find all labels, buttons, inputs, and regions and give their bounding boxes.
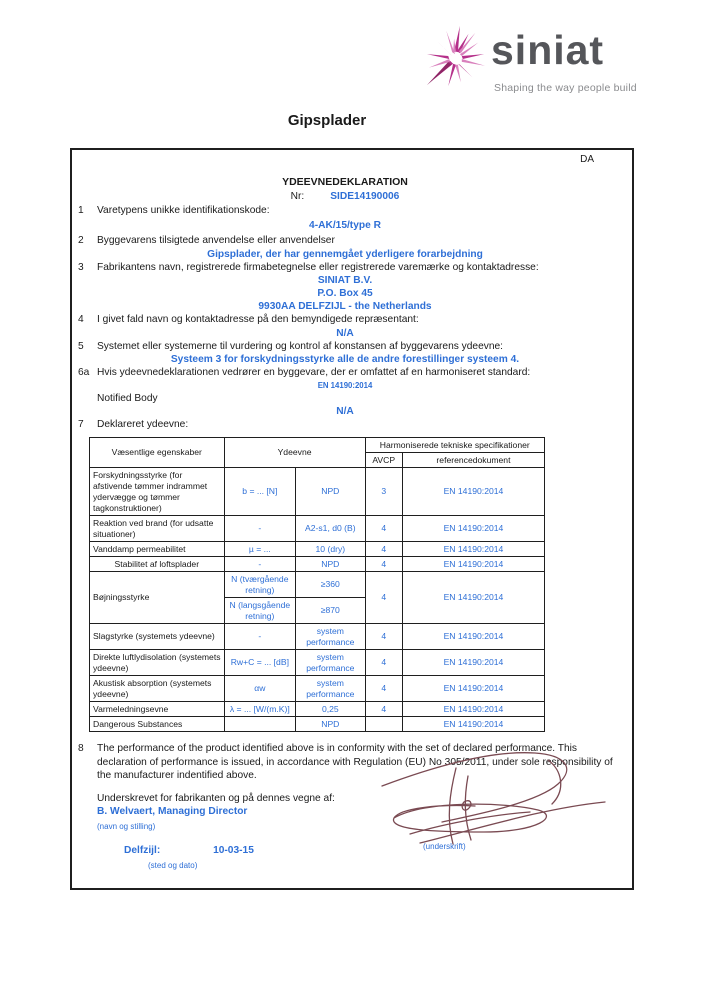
item-7-number: 7 [78,419,84,430]
logo-wordmark: siniat [491,27,605,73]
signature-image [380,746,610,856]
cell-perf-symbol: - [224,624,296,650]
table-row [90,650,545,676]
cell-perf-symbol: µ = ... [224,542,296,557]
item-7 [78,418,626,431]
item-6a-number: 6a [78,367,90,378]
manufacturer-name: SINIAT B.V. [317,275,373,286]
cell-perf-symbol: N (tværgående retning) [224,572,296,598]
declaration-number-row [78,190,612,203]
cell-avcp: 4 [365,572,402,624]
item-4-value: N/A [336,328,354,339]
cell-reference: EN 14190:2014 [402,717,544,732]
cell-property: Varmeledningsevne [90,702,225,717]
table-row [90,542,545,557]
cell-reference: EN 14190:2014 [402,676,544,702]
item-6a-label: Hvis ydeevnedeklarationen vedrører en byggevare, der er omfattet af en harmoniseret standard: [97,367,531,378]
item-2-number: 2 [78,235,84,246]
col-header-performance: Ydeevne [224,438,365,468]
cell-perf-value: A2-s1, d0 (B) [296,516,365,542]
nr-value: SIDE14190006 [330,191,400,202]
item-7-label: Deklareret ydeevne: [97,419,189,430]
cell-avcp: 4 [365,516,402,542]
item-4-number: 4 [78,314,84,325]
cell-perf-symbol: N (langsgående retning) [224,598,296,624]
cell-avcp: 3 [365,468,402,516]
cell-property: Stabilitet af loftsplader [90,557,225,572]
item-8-number: 8 [78,743,84,754]
cell-reference: EN 14190:2014 [402,516,544,542]
item-6a [78,366,626,379]
cell-avcp: 4 [365,650,402,676]
table-row [90,572,545,598]
declaration-box [70,148,634,890]
item-5-number: 5 [78,341,84,352]
cell-reference: EN 14190:2014 [402,468,544,516]
item-4 [78,313,626,326]
cell-reference: EN 14190:2014 [402,542,544,557]
declaration-heading: YDEEVNEDEKLARATION [282,176,408,188]
table-row [90,516,545,542]
cell-perf-symbol: - [224,557,296,572]
cell-property: Dangerous Substances [90,717,225,732]
cell-perf-value: system performance [296,624,365,650]
page-title: Gipsplader [287,112,367,129]
table-row [90,624,545,650]
item-1-value: 4-AK/15/type R [309,220,381,231]
item-2 [78,234,626,247]
item-5-label: Systemet eller systemerne til vurdering og kontrol af konstansen af byggevarens ydeevne: [97,341,504,352]
declared-performance-table [89,437,545,732]
item-1-number: 1 [78,205,84,216]
col-header-reference: referencedokument [402,453,544,468]
item-5-value: Systeem 3 for forskydningsstyrke alle de andre forestillinger systeem 4. [170,354,520,365]
cell-property: Slagstyrke (systemets ydeevne) [90,624,225,650]
cell-property: Akustisk absorption (systemets ydeevne) [90,676,225,702]
cell-reference: EN 14190:2014 [402,702,544,717]
item-4-label: I givet fald navn og kontaktadresse på den bemyndigede repræsentant: [97,314,419,325]
cell-perf-value: NPD [296,468,365,516]
signer-name: B. Welvaert, Managing Director [97,805,248,817]
cell-property: Bøjningsstyrke [90,572,225,624]
logo-tagline: Shaping the way people build [494,82,637,94]
cell-perf-symbol: Rw+C = ... [dB] [224,650,296,676]
table-row [90,557,545,572]
harmonised-standard-value: EN 14190:2014 [317,381,373,390]
notified-body-label: Notified Body [97,393,158,404]
cell-perf-value: system performance [296,676,365,702]
cell-perf-value: ≥870 [296,598,365,624]
item-3-number: 3 [78,262,84,273]
cell-reference: EN 14190:2014 [402,557,544,572]
signing-statement: Underskrevet for fabrikanten og på dennes vegne af: [97,792,335,804]
place-date-caption: (sted og dato) [148,860,198,870]
cell-perf-value: NPD [296,717,365,732]
cell-perf-symbol: αw [224,676,296,702]
cell-perf-value: ≥360 [296,572,365,598]
col-header-avcp: AVCP [365,453,402,468]
manufacturer-address-line2: 9930AA DELFZIJL - the Netherlands [258,301,432,312]
cell-perf-value: NPD [296,557,365,572]
item-8-text: The performance of the product identified above is in conformity with the set of declared performance. This declaration of performance is issued, in accordance with Regulation (EU) No 305/2011, under sole responsibility of the manufacturer indentified above. [97,743,613,781]
table-row [90,468,545,516]
siniat-starburst-icon [425,24,487,90]
cell-avcp: 4 [365,676,402,702]
item-3-label: Fabrikantens navn, registrerede firmabetegnelse eller registrerede varemærke og kontaktadresse: [97,262,539,273]
cell-avcp: 4 [365,557,402,572]
item-1-label: Varetypens unikke identifikationskode: [97,205,270,216]
table-row [90,717,545,732]
cell-perf-symbol: - [224,516,296,542]
cell-avcp: 4 [365,702,402,717]
cell-avcp: 4 [365,542,402,557]
cell-property: Forskydningsstyrke (for afstivende tømmer indrammet ydervægge og tømmer tagkonstruktioner) [90,468,225,516]
col-header-spec-group: Harmoniserede tekniske specifikationer [365,438,544,453]
item-3 [78,261,626,274]
cell-reference: EN 14190:2014 [402,572,544,624]
language-code: DA [580,154,594,165]
date-value: 10-03-15 [213,844,254,856]
notified-body-value: N/A [336,406,354,417]
cell-reference: EN 14190:2014 [402,650,544,676]
item-2-label: Byggevarens tilsigtede anvendelse eller anvendelser [97,235,335,246]
cell-avcp: 4 [365,624,402,650]
table-header-row-1 [90,438,545,453]
table-row [90,676,545,702]
cell-perf-value: 10 (dry) [296,542,365,557]
cell-avcp [365,717,402,732]
cell-property: Reaktion ved brand (for udsatte situationer) [90,516,225,542]
place-value: Delfzijl: [124,844,161,856]
cell-property: Vanddamp permeabilitet [90,542,225,557]
cell-perf-symbol: b = ... [N] [224,468,296,516]
cell-perf-symbol: λ = ... [W/(m.K)] [224,702,296,717]
cell-perf-symbol [224,717,296,732]
item-1 [78,204,626,217]
cell-perf-value: 0,25 [296,702,365,717]
signer-caption: (navn og stilling) [97,821,156,831]
cell-property: Direkte luftlydisolation (systemets ydeevne) [90,650,225,676]
item-2-value: Gipsplader, der har gennemgået yderligere forarbejdning [207,249,483,260]
table-row [90,702,545,717]
cell-perf-value: system performance [296,650,365,676]
nr-label: Nr: [290,191,305,202]
siniat-logo [425,22,685,102]
signature-caption: (underskrift) [423,842,466,851]
manufacturer-address-line1: P.O. Box 45 [317,288,373,299]
cell-reference: EN 14190:2014 [402,624,544,650]
col-header-property: Væsentlige egenskaber [90,438,225,468]
item-5 [78,340,626,353]
